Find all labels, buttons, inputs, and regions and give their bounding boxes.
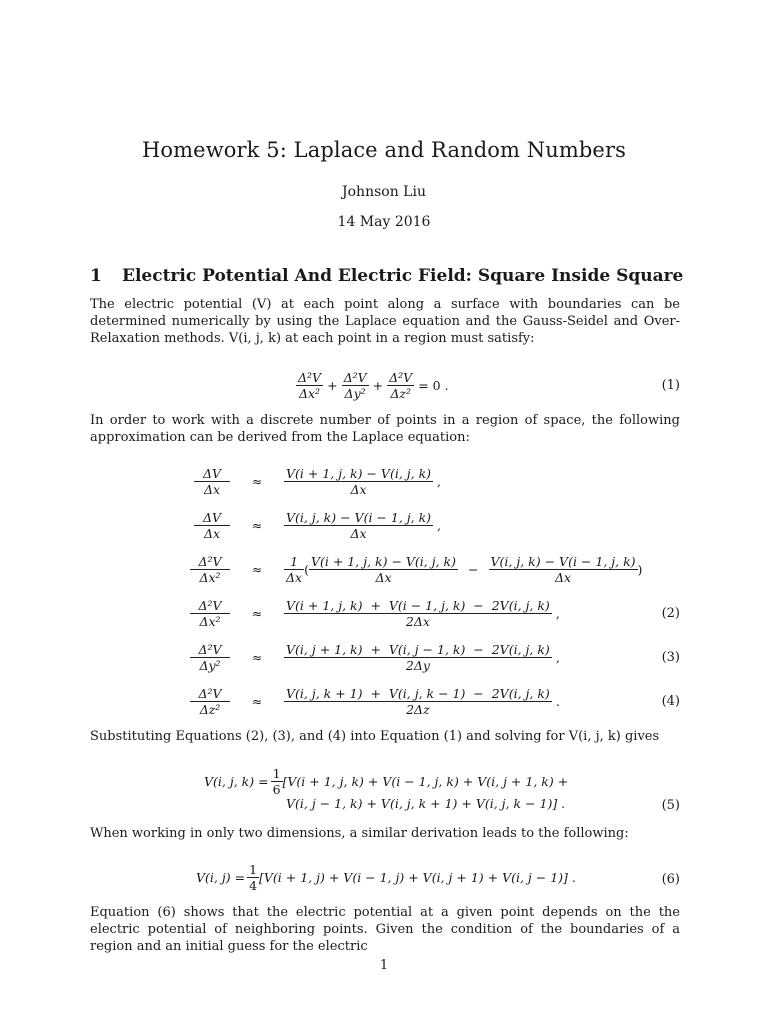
equation-6: V(i, j) = $\frac{1}{4}$ [V(i + 1, j) + V(i − 1, j) + V(i, j + 1) + V(i, j − 1)] .: [196, 862, 576, 893]
approx-row-2: $\frac{\Delta V}{\Delta x}$ ≈ $\frac{V(i, j, k) - V(i - 1, j, k)}{\Delta x}$ ,: [194, 510, 441, 541]
equation-number: (4): [661, 694, 680, 709]
paper-title: Homework 5: Laplace and Random Numbers: [142, 138, 626, 162]
equation-number: (2): [661, 606, 680, 621]
approx-row-3: $\frac{\text{Δ²V}}{\text{Δx²}}$ ≈ $\frac{1}{\Delta x}$ ( $\frac{V(i + 1, j, k) - V(i, j, k)}{\Delta x}$ − $\frac{V(i, j, k) - V(i - 1, j, k)}{\Delta x}$ ): [190, 554, 642, 585]
equation-number: (1): [661, 378, 680, 393]
approx-row-1: $\frac{\Delta V}{\Delta x}$ ≈ $\frac{V(i + 1, j, k) - V(i, j, k)}{\Delta x}$ ,: [194, 466, 441, 497]
fraction: $\frac{\text{Δ²V}}{\text{Δx²}}$: [298, 370, 322, 401]
paragraph-two-dim: When working in only two dimensions, a similar derivation leads to the following:: [90, 826, 629, 841]
equation-1: $\frac{\text{Δ²V}}{\text{Δx²}}$ + $\frac{\text{Δ²V}}{\text{Δy²}}$ + $\frac{\text{Δ²V}}{\text{Δz²}}$ = 0 .: [298, 370, 449, 401]
paragraph-conclusion: Equation (6) shows that the electric potential at a given point depends on the the electric potential of neighboring points. Given the condition of the boundaries of a region and an initial guess for the electric: [90, 905, 680, 954]
fraction: $\frac{\text{Δ²V}}{\text{Δy²}}$: [343, 370, 367, 401]
section-heading: [90, 266, 683, 286]
fraction: $\frac{\text{Δ²V}}{\text{Δz²}}$: [389, 370, 413, 401]
paragraph-approx: In order to work with a discrete number of points in a region of space, the following approximation can be derived from the Laplace equation:: [90, 413, 680, 445]
equation-number: (3): [661, 650, 680, 665]
page-number: 1: [379, 958, 389, 973]
approx-row-4: $\frac{\text{Δ²V}}{\text{Δx²}}$ ≈ $\frac{V(i + 1, j, k) + V(i - 1, j, k) - 2V(i, j, k)}{2\Delta x}$ ,: [190, 598, 560, 629]
approx-row-6: $\frac{\text{Δ²V}}{\text{Δz²}}$ ≈ $\frac{V(i, j, k + 1) + V(i, j, k - 1) - 2V(i, j, k)}{2\Delta z}$ .: [190, 686, 560, 717]
date: 14 May 2016: [337, 214, 431, 230]
equation-number: (5): [661, 798, 680, 813]
paragraph-intro: The electric potential (V) at each point along a surface with boundaries can be determined numerically by using the Laplace equation and the Gauss-Seidel and Over-Relaxation methods. V(i, j, k) at each point in a region must satisfy:: [90, 297, 680, 346]
equation-5: V(i, j, k) = $\frac{1}{6}$ [V(i + 1, j, k) + V(i − 1, j, k) + V(i, j + 1, k) +: [204, 766, 569, 797]
equation-5-line-2: V(i, j − 1, k) + V(i, j, k + 1) + V(i, j, k − 1)] .: [286, 796, 566, 811]
paragraph-substitute: Substituting Equations (2), (3), and (4) into Equation (1) and solving for V(i, j, k) gives: [90, 729, 660, 744]
equation-number: (6): [661, 872, 680, 887]
section-number: 1: [90, 266, 102, 286]
section-title: Electric Potential And Electric Field: Square Inside Square: [122, 266, 684, 286]
author: Johnson Liu: [342, 184, 426, 200]
approx-row-5: $\frac{\text{Δ²V}}{\text{Δy²}}$ ≈ $\frac{V(i, j + 1, k) + V(i, j - 1, k) - 2V(i, j, k)}{2\Delta y}$ ,: [190, 642, 560, 673]
